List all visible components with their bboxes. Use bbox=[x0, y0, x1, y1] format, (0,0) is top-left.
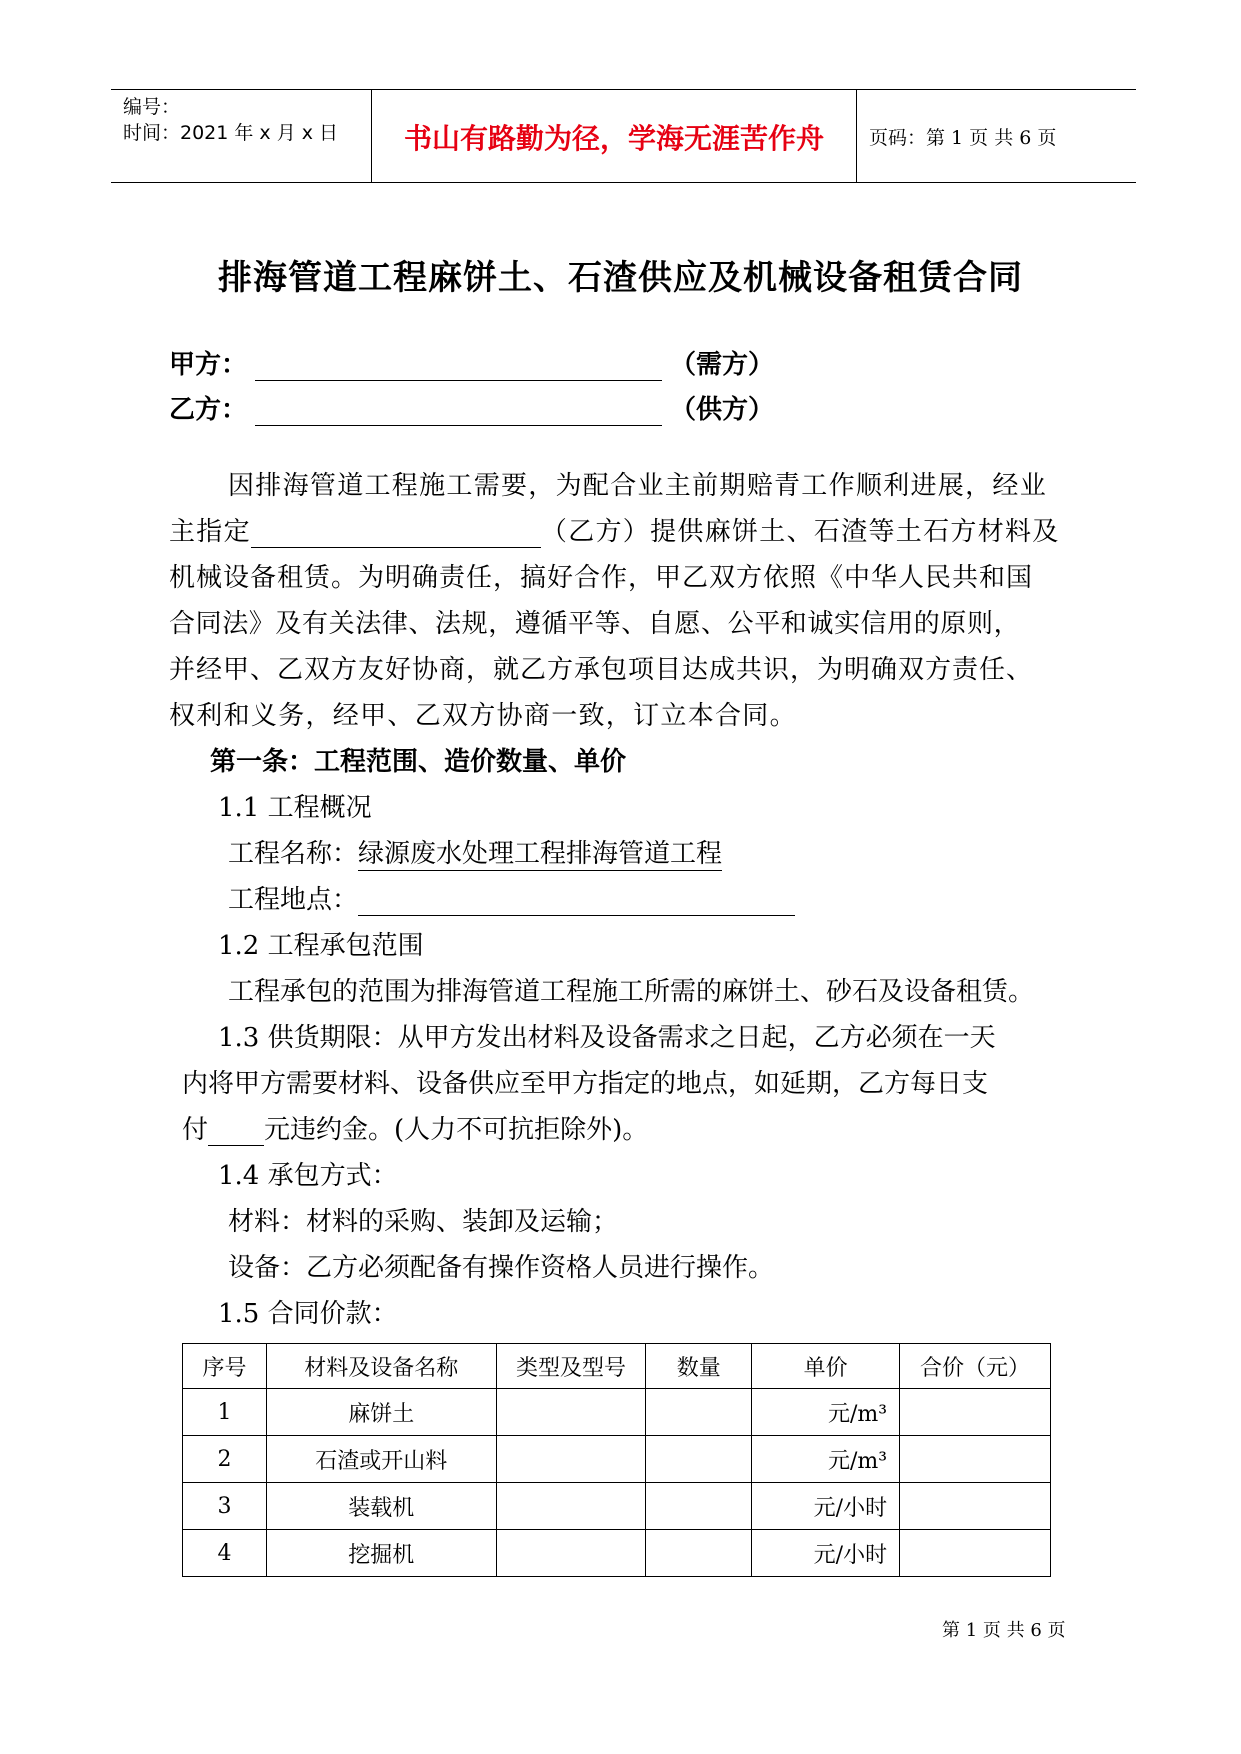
section-1-3-line-3b: 元违约金。(人力不可抗拒除外)。 bbox=[264, 1115, 649, 1145]
materials-text: 材料：材料的采购、装卸及运输； bbox=[228, 1207, 619, 1237]
project-site-label: 工程地点： bbox=[228, 885, 359, 915]
cell-qty[interactable] bbox=[646, 1436, 752, 1483]
party-b-role: （供方） bbox=[670, 395, 775, 425]
col-header-no: 序号 bbox=[183, 1344, 267, 1389]
section-1-5: 1.5 合同价款： bbox=[218, 1299, 398, 1329]
equipment-text: 设备：乙方必须配备有操作资格人员进行操作。 bbox=[228, 1253, 775, 1283]
cell-total[interactable] bbox=[900, 1436, 1051, 1483]
scope-text: 工程承包的范围为排海管道工程施工所需的麻饼土、砂石及设备租赁。 bbox=[228, 977, 1035, 1007]
col-header-unit-price: 单价 bbox=[752, 1344, 900, 1389]
col-header-total: 合价（元） bbox=[900, 1344, 1051, 1389]
cell-qty[interactable] bbox=[646, 1483, 752, 1530]
cell-qty[interactable] bbox=[646, 1389, 752, 1436]
cell-type[interactable] bbox=[496, 1436, 646, 1483]
table-header-row bbox=[183, 1344, 1051, 1389]
intro-line-6: 权利和义务，经甲、乙双方协商一致，订立本合同。 bbox=[169, 701, 797, 731]
intro-line-5: 并经甲、乙双方友好协商，就乙方承包项目达成共识，为明确双方责任、 bbox=[169, 655, 1034, 685]
section-1-3-line-3a: 付 bbox=[182, 1115, 209, 1145]
header-page-cell bbox=[857, 90, 1136, 182]
party-b-label: 乙方： bbox=[169, 395, 248, 425]
section-1-3-line-1: 1.3 供货期限：从甲方发出材料及设备需求之日起，乙方必须在一天 bbox=[218, 1023, 996, 1053]
intro-line-4: 合同法》及有关法律、法规，遵循平等、自愿、公平和诚实信用的原则， bbox=[169, 609, 1021, 639]
cell-unit-price[interactable]: 元/m³ bbox=[752, 1389, 900, 1436]
party-b-blank[interactable] bbox=[255, 399, 662, 426]
header-meta bbox=[111, 90, 371, 182]
section-1-3-line-3 bbox=[182, 1109, 648, 1146]
motto: 书山有路勤为径，学海无涯苦作舟 bbox=[403, 122, 824, 155]
table-row bbox=[183, 1483, 1051, 1530]
col-header-type: 类型及型号 bbox=[496, 1344, 646, 1389]
party-a-label: 甲方： bbox=[169, 350, 248, 380]
price-table bbox=[182, 1343, 1051, 1577]
cell-name: 挖掘机 bbox=[266, 1530, 496, 1577]
table-row bbox=[183, 1389, 1051, 1436]
penalty-amount-blank[interactable] bbox=[208, 1121, 264, 1146]
cell-total[interactable] bbox=[900, 1530, 1051, 1577]
cell-type[interactable] bbox=[496, 1389, 646, 1436]
cell-name: 装载机 bbox=[266, 1483, 496, 1530]
project-name-value: 绿源废水处理工程排海管道工程 bbox=[358, 833, 722, 871]
cell-type[interactable] bbox=[496, 1530, 646, 1577]
section-1-2: 1.2 工程承包范围 bbox=[218, 931, 424, 961]
cell-no: 3 bbox=[183, 1483, 267, 1530]
section-1-1: 1.1 工程概况 bbox=[218, 793, 372, 823]
intro-line-2 bbox=[169, 511, 1060, 548]
cell-no: 4 bbox=[183, 1530, 267, 1577]
date-label: 时间：2021 年 x 月 x 日 bbox=[123, 122, 339, 144]
table-row bbox=[183, 1436, 1051, 1483]
designated-party-blank[interactable] bbox=[251, 523, 541, 548]
party-b bbox=[169, 389, 774, 426]
cell-type[interactable] bbox=[496, 1483, 646, 1530]
cell-no: 2 bbox=[183, 1436, 267, 1483]
section-1-3-line-2: 内将甲方需要材料、设备供应至甲方指定的地点，如延期，乙方每日支 bbox=[182, 1069, 989, 1099]
cell-total[interactable] bbox=[900, 1389, 1051, 1436]
project-site-blank[interactable] bbox=[358, 891, 795, 916]
intro-line-2b: （乙方）提供麻饼土、石渣等土石方材料及 bbox=[540, 517, 1060, 547]
cell-name: 石渣或开山料 bbox=[266, 1436, 496, 1483]
document-title: 排海管道工程麻饼土、石渣供应及机械设备租赁合同 bbox=[218, 258, 1023, 298]
cell-unit-price[interactable]: 元/m³ bbox=[752, 1436, 900, 1483]
party-a bbox=[169, 344, 774, 381]
col-header-name: 材料及设备名称 bbox=[266, 1344, 496, 1389]
cell-total[interactable] bbox=[900, 1483, 1051, 1530]
party-a-blank[interactable] bbox=[255, 354, 662, 381]
cell-unit-price[interactable]: 元/小时 bbox=[752, 1530, 900, 1577]
party-a-role: （需方） bbox=[670, 350, 775, 380]
cell-unit-price[interactable]: 元/小时 bbox=[752, 1483, 900, 1530]
section-1-4: 1.4 承包方式： bbox=[218, 1161, 398, 1191]
serial-label: 编号： bbox=[123, 96, 181, 118]
project-name-row bbox=[228, 833, 722, 871]
article1-heading: 第一条：工程范围、造价数量、单价 bbox=[210, 747, 627, 777]
cell-no: 1 bbox=[183, 1389, 267, 1436]
intro-line-2a: 主指定 bbox=[169, 517, 251, 547]
cell-qty[interactable] bbox=[646, 1530, 752, 1577]
header-band bbox=[111, 89, 1136, 183]
intro-line-1: 因排海管道工程施工需要，为配合业主前期赔青工作顺利进展，经业 bbox=[228, 471, 1048, 501]
cell-name: 麻饼土 bbox=[266, 1389, 496, 1436]
page-label: 页码：第 1 页 共 6 页 bbox=[869, 127, 1057, 149]
project-name-label: 工程名称： bbox=[228, 839, 359, 869]
col-header-qty: 数量 bbox=[646, 1344, 752, 1389]
project-site-row bbox=[228, 879, 795, 916]
table-row bbox=[183, 1530, 1051, 1577]
intro-line-3: 机械设备租赁。为明确责任，搞好合作，甲乙双方依照《中华人民共和国 bbox=[169, 563, 1034, 593]
page-footer: 第 1 页 共 6 页 bbox=[942, 1620, 1066, 1641]
header-motto-cell bbox=[371, 90, 857, 182]
